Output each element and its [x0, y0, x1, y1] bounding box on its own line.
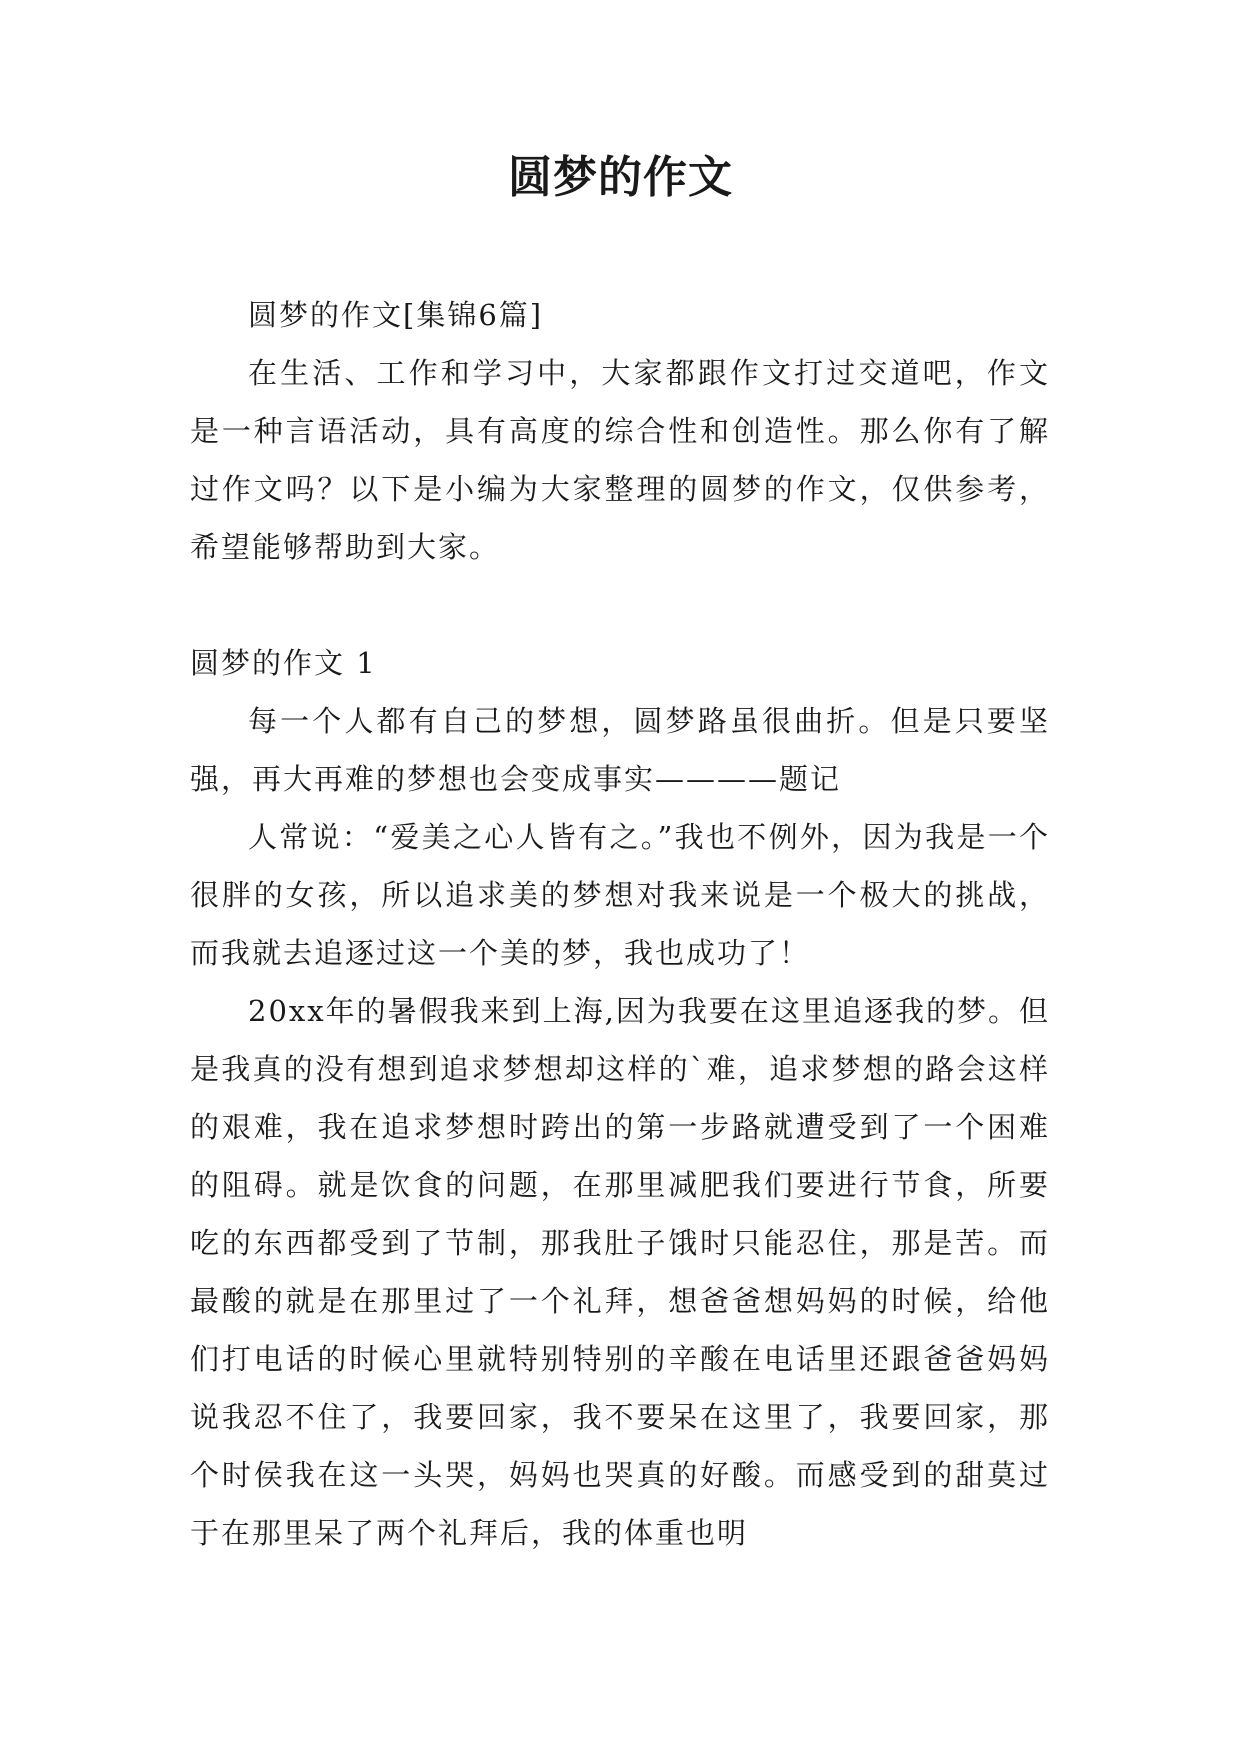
document-title: 圆梦的作文	[508, 152, 733, 203]
body-paragraph-1: 每一个人都有自己的梦想，圆梦路虽很曲折。但是只要坚强，再大再难的梦想也会变成事实————题记	[190, 704, 1050, 796]
section-heading: 圆梦的作文 1	[190, 646, 377, 680]
section-spacer	[190, 576, 1050, 634]
body-paragraph-3: 20xx年的暑假我来到上海,因为我要在这里追逐我的梦。但是我真的没有想到追求梦想却这样的`难，追求梦想的路会这样的艰难，我在追求梦想时跨出的第一步路就遭受到了一个困难的阻碍。就是饮食的问题，在那里减肥我们要进行节食，所要吃的东西都受到了节制，那我肚子饿时只能忍住，那是苦。而最酸的就是在那里过了一个礼拜，想爸爸想妈妈的时候，给他们打电话的时候心里就特别特别的辛酸在电话里还跟爸爸妈妈说我忍不住了，我要回家，我不要呆在这里了，我要回家，那个时侯我在这一头哭，妈妈也哭真的好酸。而感受到的甜莫过于在那里呆了两个礼拜后，我的体重也明	[190, 994, 1050, 1550]
document-subtitle: 圆梦的作文[集锦6篇]	[248, 298, 544, 332]
body-paragraph-2: 人常说：“爱美之心人皆有之。”我也不例外，因为我是一个很胖的女孩，所以追求美的梦想对我来说是一个极大的挑战，而我就去追逐过这一个美的梦，我也成功了！	[190, 820, 1050, 970]
intro-paragraph: 在生活、工作和学习中，大家都跟作文打过交道吧，作文是一种言语活动，具有高度的综合性和创造性。那么你有了解过作文吗？以下是小编为大家整理的圆梦的作文，仅供参考，希望能够帮助到大家。	[190, 356, 1050, 564]
document-body	[190, 286, 1050, 1562]
